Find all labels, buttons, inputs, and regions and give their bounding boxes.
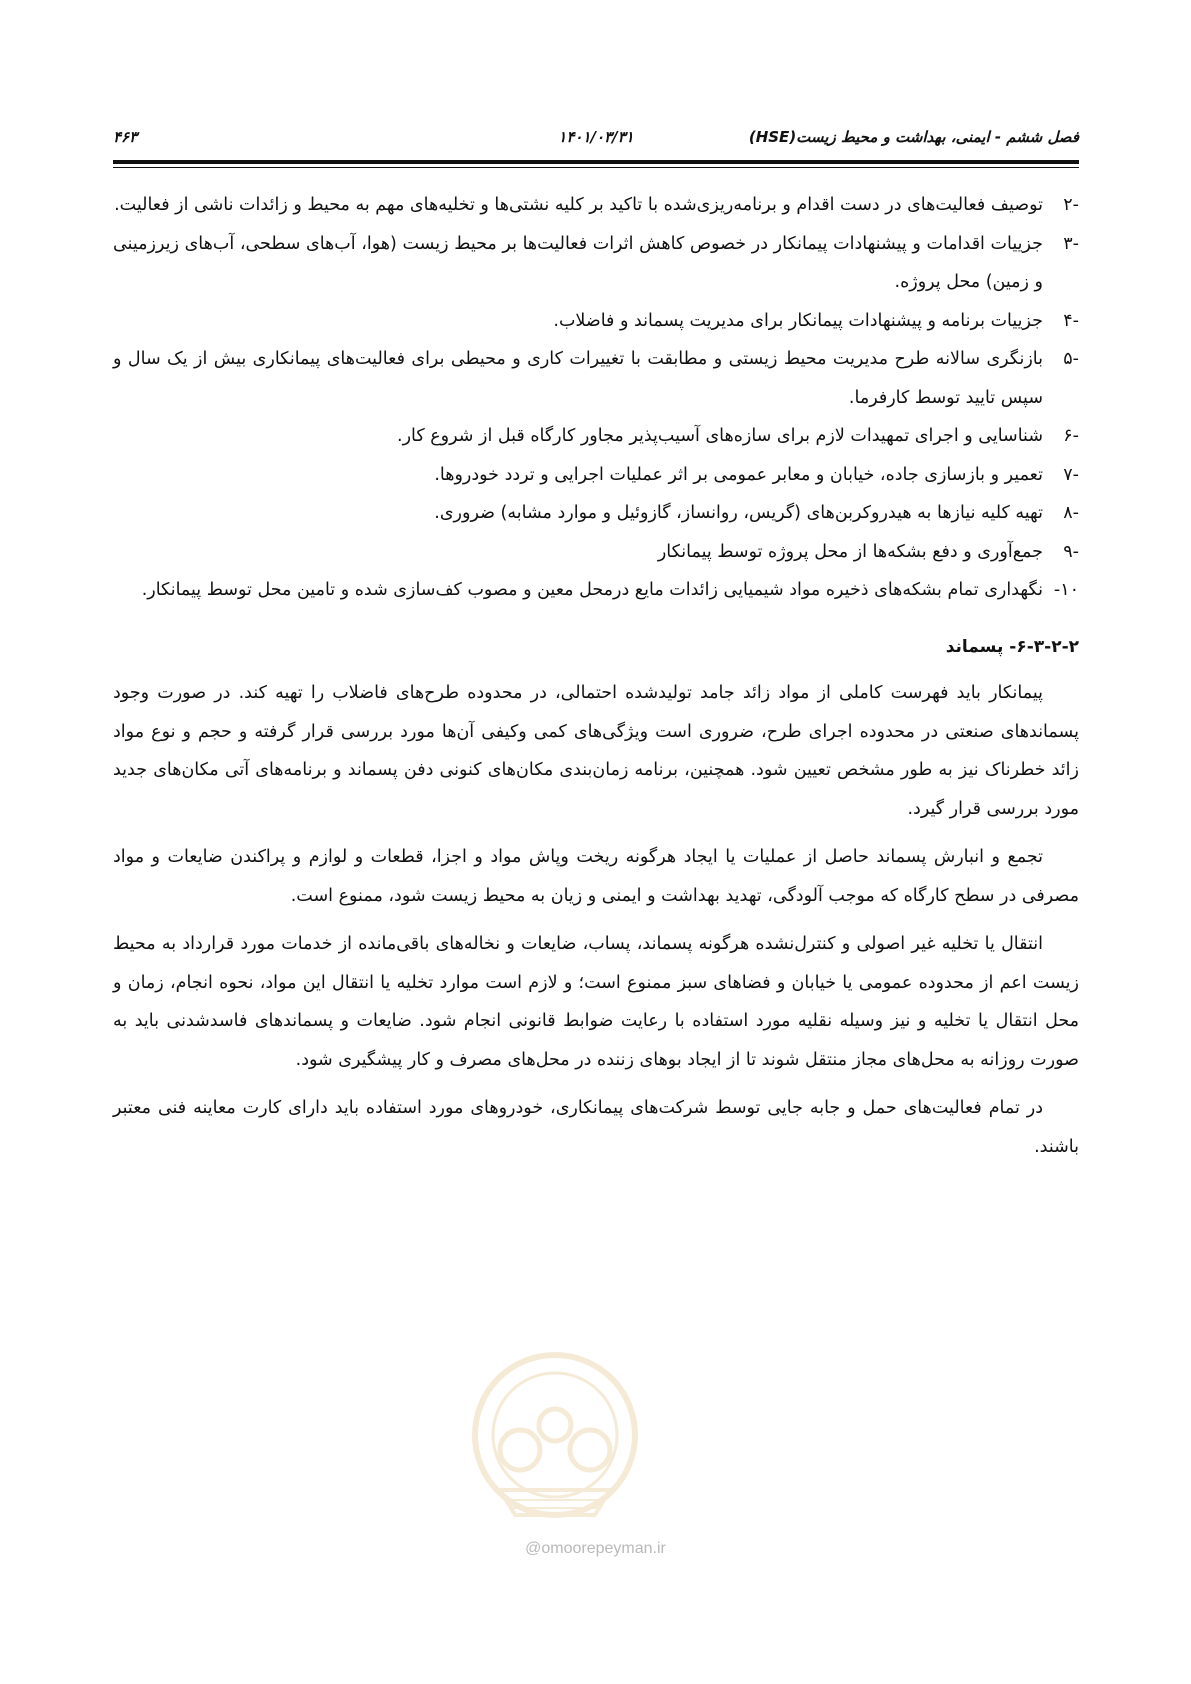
list-item-number: -۲ — [1063, 195, 1079, 215]
list-item — [113, 186, 1079, 225]
page-number: ۴۶۳ — [113, 128, 138, 146]
list-item-text: تهیه کلیه نیازها به هیدروکربن‌های (گریس، روانساز، گازوئیل و موارد مشابه) ضروری. — [434, 503, 1043, 523]
list-item-number: -۳ — [1063, 233, 1079, 254]
requirements-list — [113, 186, 1079, 610]
list-item-number: ۱۰- — [1053, 580, 1079, 600]
list-item-text: شناسایی و اجرای تمهیدات لازم برای سازه‌های آسیب‌پذیر مجاور کارگاه قبل از شروع کار. — [397, 426, 1043, 446]
header-rule-thin — [113, 167, 1079, 168]
section-heading: ۶-۳-۲-۲- پسماند — [945, 636, 1079, 657]
list-item — [113, 533, 1079, 572]
list-item-number: -۶ — [1063, 426, 1079, 446]
list-item-text: جزییات اقدامات و پیشنهادات پیمانکار در خصوص کاهش اثرات فعالیت‌ها بر محیط زیست (هوا، آب‌های سطحی، آب‌های زیرزمینی و زمین) محل پروژه. — [113, 233, 1043, 292]
list-item-number: -۸ — [1063, 503, 1079, 523]
list-item — [113, 417, 1079, 456]
list-item-text: بازنگری سالانه طرح مدیریت محیط زیستی و مطابقت با تغییرات کاری و محیطی برای فعالیت‌های پیمانکاری بیش از یک سال و سپس تایید توسط کارفرما. — [113, 349, 1043, 408]
list-item — [113, 571, 1079, 610]
list-item — [113, 456, 1079, 495]
chapter-title: فصل ششم - ایمنی، بهداشت و محیط زیست(HSE) — [748, 128, 1079, 146]
header-date: ۱۴۰۱/۰۳/۳۱ — [558, 128, 634, 146]
list-item-text: جمع‌آوری و دفع بشکه‌ها از محل پروژه توسط پیمانکار — [657, 541, 1043, 562]
list-item — [113, 225, 1079, 302]
list-item-text: نگهداری تمام بشکه‌های ذخیره مواد شیمیایی زائدات مایع درمحل معین و مصوب کف‌سازی شده و تامین محل توسط پیمانکار. — [141, 580, 1043, 600]
list-item-number: -۷ — [1063, 464, 1079, 485]
list-item-number: -۵ — [1063, 349, 1079, 369]
page-content — [113, 186, 1079, 1176]
body-paragraph: انتقال یا تخلیه غیر اصولی و کنترل‌نشده هرگونه پسماند، پساب، ضایعات و نخاله‌های باقی‌مانده از خدمات مورد قرارداد به محیط زیست اعم از محدوده عمومی یا خیابان و فضاهای سبز ممنوع است؛ و لازم است موارد تخلیه یا انتقال این مواد، نحوه انجام، زمان و محل انتقال یا تخلیه و نیز وسیله نقلیه مورد استفاده با رعایت ضوابط قانونی انجام شود. ضایعات و پسماندهای فاسدشدنی باید به صورت روزانه به محل‌های مجاز منتقل شوند تا از ایجاد بوهای زننده در محل‌های مصرف و کار پیشگیری شود. — [113, 934, 1079, 1070]
body-paragraph: تجمع و انبارش پسماند حاصل از عملیات یا ایجاد هرگونه ریخت وپاش مواد و اجزا، قطعات و لوازم و پراکندن ضایعات و مواد مصرفی در سطح کارگاه که موجب آلودگی، تهدید بهداشت و ایمنی و زیان به محیط زیست شود، ممنوع است. — [113, 847, 1079, 906]
list-item-number: -۹ — [1063, 541, 1079, 562]
page-header — [113, 124, 1079, 152]
list-item-text: توصیف فعالیت‌های در دست اقدام و برنامه‌ریزی‌شده با تاکید بر کلیه نشتی‌ها و تخلیه‌های مهم به محیط و زائدات ناشی از فعالیت. — [114, 195, 1043, 215]
list-item — [113, 494, 1079, 533]
list-item-text: تعمیر و بازسازی جاده، خیابان و معابر عمومی بر اثر عملیات اجرایی و تردد خودروها. — [434, 464, 1043, 485]
list-item — [113, 302, 1079, 341]
list-item-text: جزییات برنامه و پیشنهادات پیمانکار برای مدیریت پسماند و فاضلاب. — [553, 310, 1043, 331]
list-item — [113, 340, 1079, 417]
header-rule-thick — [113, 160, 1079, 164]
body-paragraph: پیمانکار باید فهرست کاملی از مواد زائد جامد تولیدشده احتمالی، در محدوده طرح‌های فاضلاب را تهیه کند. در صورت وجود پسماندهای صنعتی در محدوده اجرای طرح، ضروری است ویژگی‌های کمی وکیفی آن‌ها مورد بررسی قرار گرفته و حجم و نوع مواد زائد خطرناک نیز به طور مشخص تعیین شود. همچنین، برنامه زمان‌بندی مکان‌های کنونی دفن پسماند و برنامه‌های آتی مکان‌های جدید مورد بررسی قرار گیرد. — [113, 683, 1079, 819]
watermark-logo-icon — [460, 1340, 650, 1540]
watermark-url: @omoorepeyman.ir — [525, 1540, 666, 1557]
body-paragraph: در تمام فعالیت‌های حمل و جابه جایی توسط شرکت‌های پیمانکاری، خودروهای مورد استفاده باید دارای کارت معاینه فنی معتبر باشند. — [113, 1098, 1079, 1157]
list-item-number: -۴ — [1063, 310, 1079, 331]
